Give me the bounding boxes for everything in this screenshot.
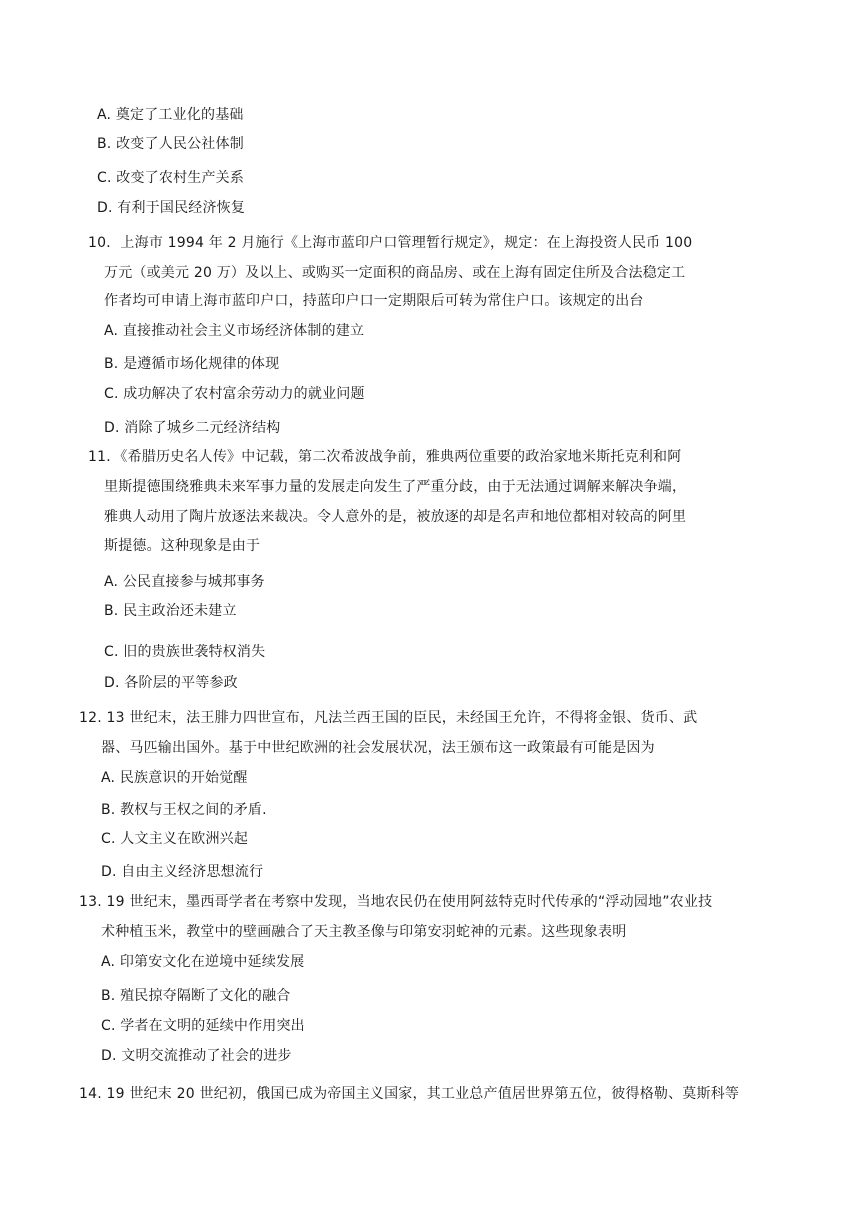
q11-option-b: B. 民主政治还未建立 [104,603,237,619]
q12-option-d: D. 自由主义经济思想流行 [101,864,264,880]
q10-stem-line-3: 作者均可申请上海市蓝印户口，持蓝印户口一定期限后可转为常住户口。该规定的出台 [104,293,644,309]
q14-stem-line-1: 14. 19 世纪末 20 世纪初，俄国已成为帝国主义国家，其工业总产值居世界第五位，彼得格勒、莫斯科等 [79,1086,740,1102]
q9-option-c: C. 改变了农村生产关系 [97,170,245,186]
q10-option-c: C. 成功解决了农村富余劳动力的就业问题 [104,386,365,402]
q9-option-b: B. 改变了人民公社体制 [97,136,244,152]
q11-stem-line-1: 11．《希腊历史名人传》中记载，第二次希波战争前，雅典两位重要的政治家地米斯托克利和阿 [88,449,682,465]
q13-stem-line-1: 13. 19 世纪末，墨西哥学者在考察中发现，当地农民仍在使用阿兹特克时代传承的“浮动园地”农业技 [79,894,713,910]
q12-option-b: B. 教权与王权之间的矛盾. [101,802,267,818]
q10-stem-line-2: 万元（或美元 20 万）及以上、或购买一定面积的商品房、或在上海有固定住所及合法稳定工 [104,265,686,281]
q11-option-a: A. 公民直接参与城邦事务 [104,574,265,590]
q11-option-c: C. 旧的贵族世袭特权消失 [104,644,266,660]
q13-option-c: C. 学者在文明的延续中作用突出 [101,1018,305,1034]
q10-option-a: A. 直接推动社会主义市场经济体制的建立 [104,323,365,339]
q11-stem-line-3: 雅典人动用了陶片放逐法来裁决。令人意外的是，被放逐的却是名声和地位都相对较高的阿里 [104,509,687,525]
q13-option-a: A. 印第安文化在逆境中延续发展 [101,954,305,970]
q11-stem-line-4: 斯提德。这种现象是由于 [104,538,261,554]
q12-option-a: A. 民族意识的开始觉醒 [101,770,248,786]
q10-stem-line-1: 10．上海市 1994 年 2 月施行《上海市蓝印户口管理暂行规定》，规定：在上海投资人民币 100 [88,235,693,251]
q12-stem-line-1: 12. 13 世纪末，法王腓力四世宣布，凡法兰西王国的臣民，未经国王允许，不得将金银、货币、武 [79,710,698,726]
q11-stem-line-2: 里斯提德围绕雅典未来军事力量的发展走向发生了严重分歧，由于无法通过调解来解决争端， [104,479,687,495]
q12-stem-line-2: 器、马匹输出国外。基于中世纪欧洲的社会发展状况，法王颁布这一政策最有可能是因为 [101,740,655,756]
q12-option-c: C. 人文主义在欧洲兴起 [101,831,249,847]
q10-option-d: D. 消除了城乡二元经济结构 [104,420,281,436]
q9-option-a: A. 奠定了工业化的基础 [97,107,244,123]
q13-option-b: B. 殖民掠夺隔断了文化的融合 [101,988,291,1004]
q13-stem-line-2: 术种植玉米，教堂中的壁画融合了天主教圣像与印第安羽蛇神的元素。这些现象表明 [101,924,627,940]
q9-option-d: D. 有利于国民经济恢复 [97,200,246,216]
q10-option-b: B. 是遵循市场化规律的体现 [104,356,280,372]
q11-option-d: D. 各阶层的平等参政 [104,675,238,691]
q13-option-d: D. 文明交流推动了社会的进步 [101,1048,292,1064]
